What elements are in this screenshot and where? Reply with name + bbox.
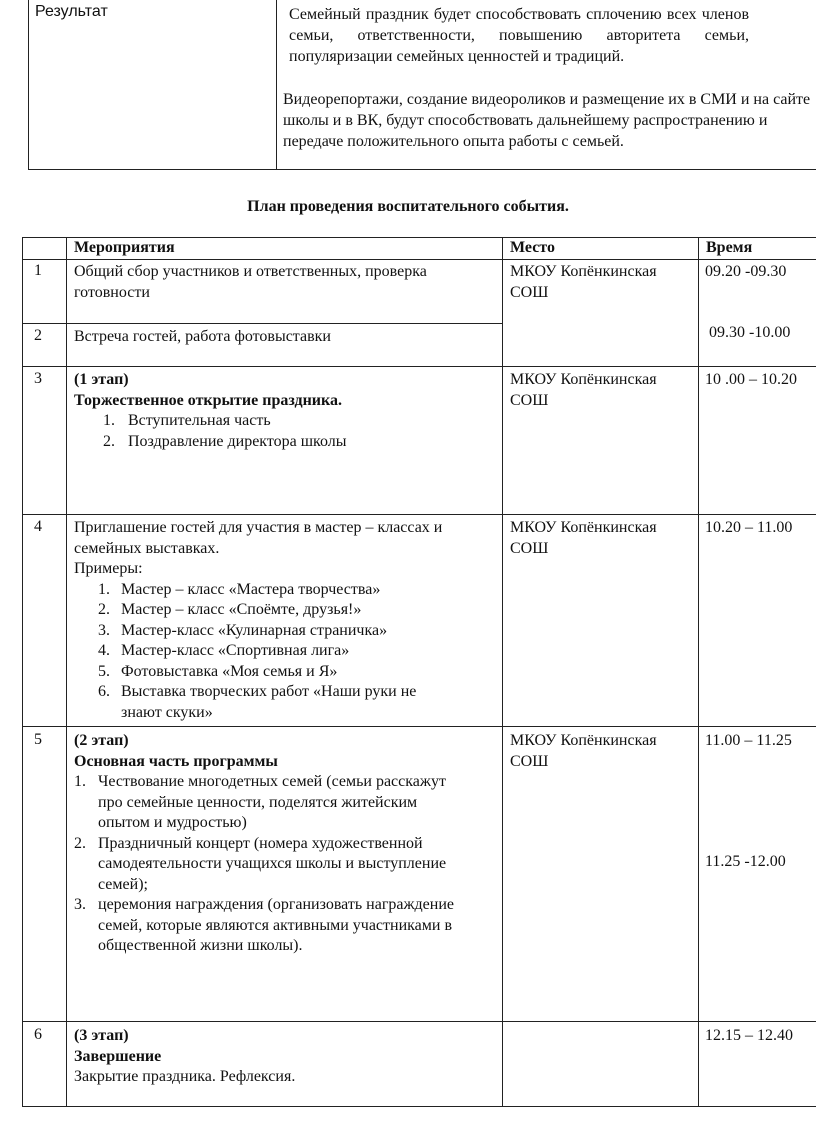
list-item: 6. Выставка творческих работ «Наши руки не знают скуки» [98,683,417,721]
list-item: 1. Мастер – класс «Мастера творчества» [98,580,381,598]
list-item: 5. Фотовыставка «Моя семья и Я» [98,662,338,680]
row-number: 6 [34,1026,42,1043]
row-place: МКОУ Копёнкинская СОШ [510,263,657,301]
plan-title: План проведения воспитательного события. [247,198,569,215]
row-place: МКОУ Копёнкинская СОШ [510,519,657,557]
row-number: 5 [34,731,42,748]
stage-heading: Основная часть программы [74,752,278,770]
activity-intro: Приглашение гостей для участия в мастер – классах и семейных выставках. [74,519,443,557]
list-item: 2. Мастер – класс «Споёмте, друзья!» [98,601,362,618]
result-label: Результат [35,3,108,20]
row-number: 4 [34,518,42,535]
list-item: 1. Вступительная часть [103,412,271,429]
stage-label: (3 этап) [74,1027,129,1044]
header-place: Место [510,239,555,256]
list-item: 2. Поздравление директора школы [103,432,347,450]
row-time: 10.20 – 11.00 [705,519,793,536]
stage-heading: Торжественное открытие праздника. [74,391,342,409]
stage-label: (2 этап) [74,732,129,749]
row-activity [74,370,494,452]
row-time-secondary: 11.25 -12.00 [705,853,786,870]
list-item: 3. Мастер-класс «Кулинарная страничка» [98,621,388,639]
row-activity: Встреча гостей, работа фотовыставки [74,328,331,345]
row-time: 12.15 – 12.40 [705,1027,793,1044]
list-item: 2. Праздничный концерт (номера художественной самодеятельности учащихся школы и выступление семей); [74,834,447,893]
row-place: МКОУ Копёнкинская СОШ [510,371,657,409]
list-item: 4. Мастер-класс «Спортивная лига» [98,642,350,659]
row-number: 2 [34,327,42,344]
row-time: 10 .00 – 10.20 [705,371,797,388]
row-activity [74,518,474,723]
header-time: Время [706,239,753,256]
list-item: 1. Чествование многодетных семей (семьи расскажут про семейные ценности, поделятся житейским опытом и мудростью) [74,773,446,831]
row-number: 3 [34,370,42,387]
row-time: 09.20 -09.30 [705,263,787,280]
list-item: 3. церемония награждения (организовать награждение семей, которые являются активными участниками в общественной жизни школы). [74,896,454,954]
row-activity: Общий сбор участников и ответственных, проверка готовности [74,263,427,301]
stage-label: (1 этап) [74,371,129,388]
row-place: МКОУ Копёнкинская СОШ [510,732,657,770]
row-time: 09.30 -10.00 [709,324,791,341]
row-activity [74,1026,494,1088]
header-activities: Мероприятия [74,239,175,256]
row-number: 1 [34,262,42,279]
result-paragraph-1: Семейный праздник будет способствовать сплочению всех членов семьи, ответственности, повышению авторитета семьи, популяризации семейных ценностей и традиций. [289,6,749,65]
row-activity [74,731,494,957]
result-paragraph-2: Видеорепортажи, создание видеороликов и размещение их в СМИ и на сайте школы и в ВК, будут способствовать дальнейшему распространению и передаче положительного опыта работы с семьей. [283,91,811,150]
stage-heading: Завершение [74,1047,162,1065]
examples-label: Примеры: [74,560,143,577]
result-table [28,0,816,170]
activity-text: Закрытие праздника. Рефлексия. [74,1068,296,1085]
row-time: 11.00 – 11.25 [705,732,792,749]
